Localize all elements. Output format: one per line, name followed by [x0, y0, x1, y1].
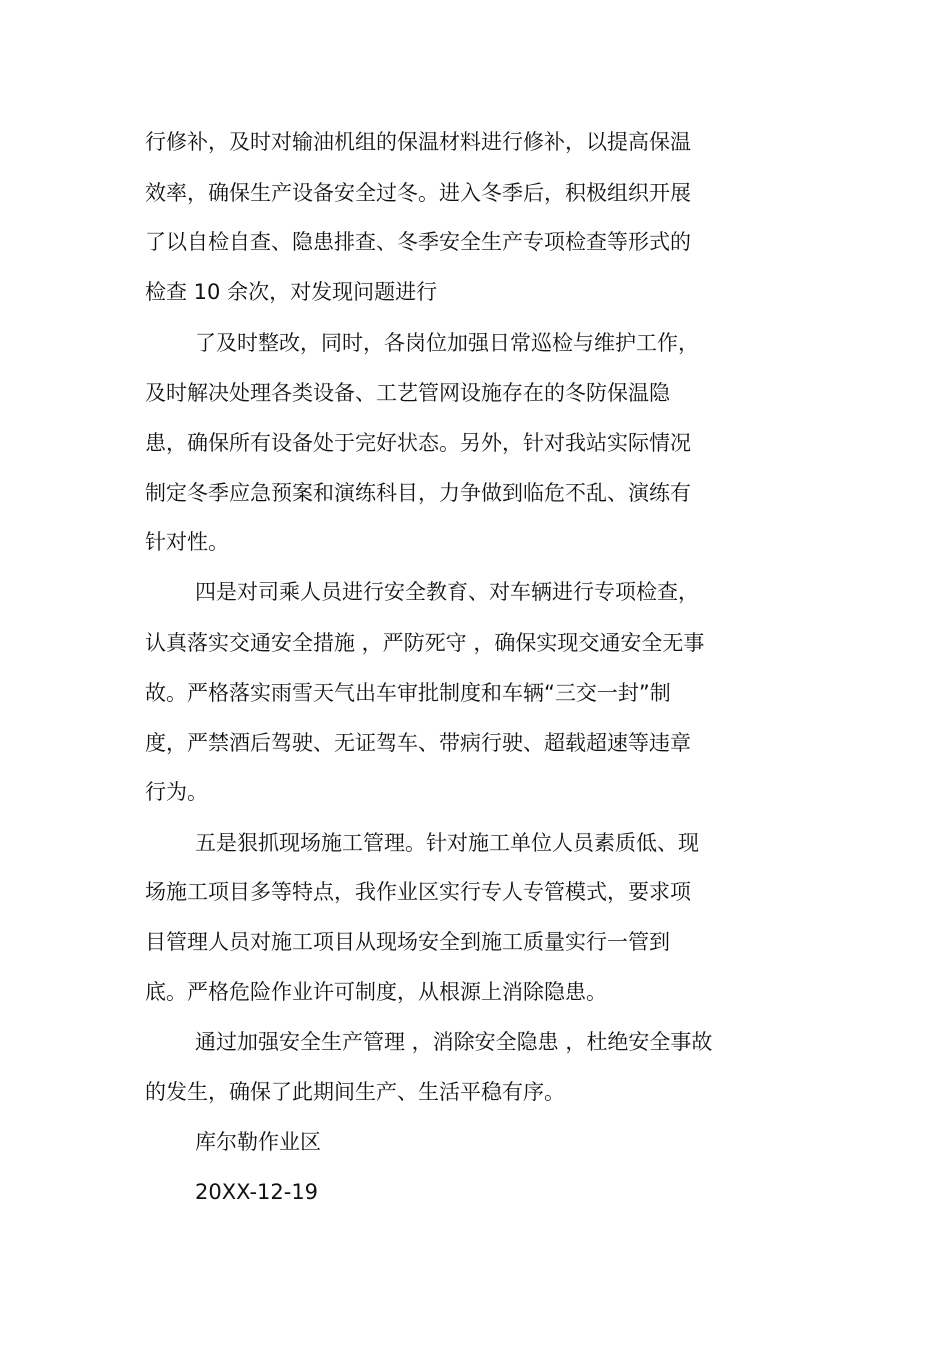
text-line: 的发生，确保了此期间生产、生活平稳有序。	[145, 1080, 565, 1104]
text-line: 患，确保所有设备处于完好状态。另外，针对我站实际情况	[145, 431, 691, 455]
text-line: 了及时整改，同时，各岗位加强日常巡检与维护工作，	[195, 331, 699, 355]
text-line: 度，严禁酒后驾驶、无证驾车、带病行驶、超载超速等违章	[145, 731, 691, 755]
text-line: 四是对司乘人员进行安全教育、对车辆进行专项检查，	[195, 580, 699, 604]
text-line: 底。严格危险作业许可制度，从根源上消除隐患。	[145, 980, 607, 1004]
text-line: 检查 10 余次，对发现问题进行	[145, 280, 438, 304]
text-line: 效率，确保生产设备安全过冬。进入冬季后，积极组织开展	[145, 181, 691, 205]
text-line: 制定冬季应急预案和演练科目，力争做到临危不乱、演练有	[145, 481, 691, 505]
signature-org: 库尔勒作业区	[195, 1130, 321, 1154]
text-line: 通过加强安全生产管理 ，消除安全隐患 ，杜绝安全事故	[195, 1030, 713, 1054]
text-line: 五是狠抓现场施工管理。针对施工单位人员素质低、现	[195, 831, 699, 855]
text-line: 针对性。	[145, 530, 229, 554]
text-line: 及时解决处理各类设备、工艺管网设施存在的冬防保温隐	[145, 381, 670, 405]
text-line: 目管理人员对施工项目从现场安全到施工质量实行一管到	[145, 930, 670, 954]
signature-date: 20XX-12-19	[195, 1180, 319, 1204]
text-line: 行修补，及时对输油机组的保温材料进行修补，以提高保温	[145, 130, 691, 154]
text-line: 故。严格落实雨雪天气出车审批制度和车辆“三交一封”制	[145, 681, 671, 705]
text-line: 场施工项目多等特点，我作业区实行专人专管模式，要求项	[145, 880, 691, 904]
text-line: 了以自检自查、隐患排查、冬季安全生产专项检查等形式的	[145, 230, 691, 254]
text-line: 行为。	[145, 780, 208, 804]
text-line: 认真落实交通安全措施 ，严防死守 ，确保实现交通安全无事	[145, 631, 705, 655]
